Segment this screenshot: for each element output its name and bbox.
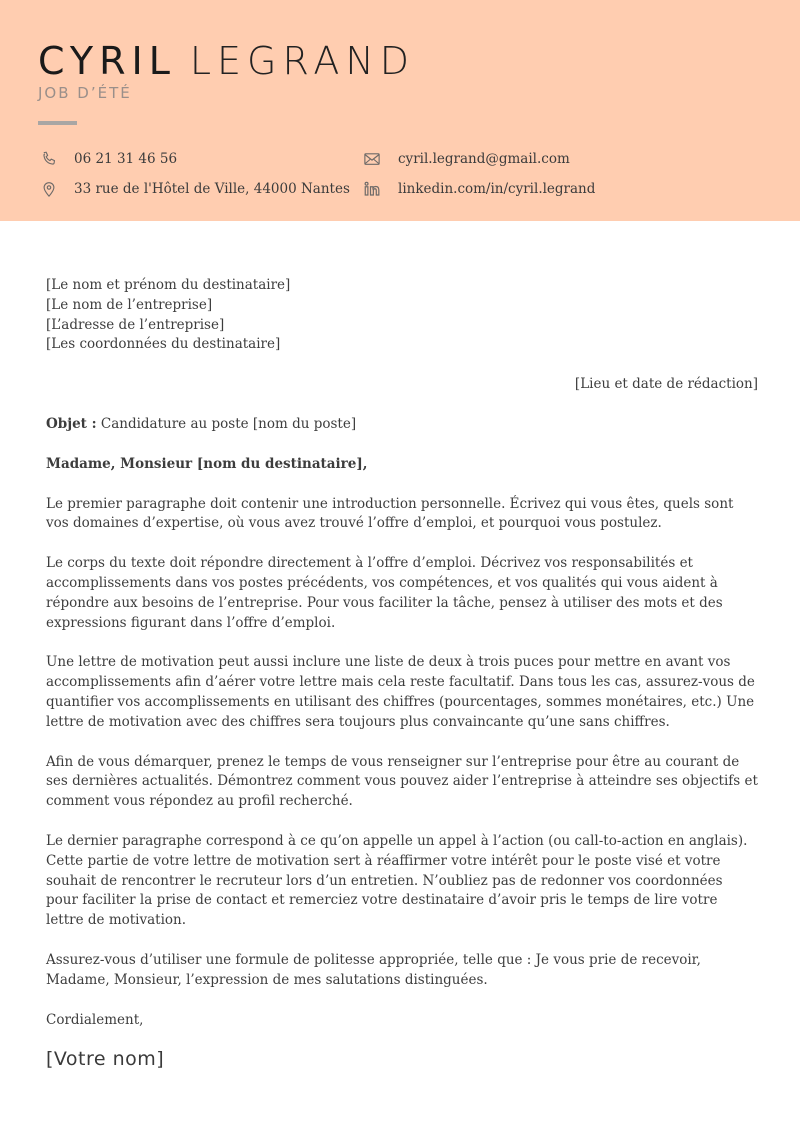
paragraph-4: Afin de vous démarquer, prenez le temps de vous renseigner sur l’entreprise pour être au courant de ses dernières actualités. Démontrez comment vous pouvez aider l’entreprise à atteindre ses objectifs et comment vous répondez au profil recherché.	[46, 753, 758, 810]
candidate-name	[38, 38, 415, 84]
letter-body	[46, 276, 758, 1070]
address-text: 33 rue de l'Hôtel de Ville, 44000 Nantes	[74, 181, 350, 197]
subject-line	[46, 415, 758, 435]
phone-number: 06 21 31 46 56	[74, 151, 178, 167]
phone-icon	[40, 150, 58, 168]
recipient-company-address: [L’adresse de l’entreprise]	[46, 316, 225, 333]
paragraph-5: Le dernier paragraphe correspond à ce qu’on appelle un appel à l’action (ou call-to-action en anglais). Cette partie de votre lettre de motivation sert à réaffirmer votre intérêt pour le poste visé et votre souhait de rencontrer le recruteur lors d’un entretien. N’oubliez pas de redonner vos coordonnées pour faciliter la prise de contact et remerciez votre destinataire d’avoir pris le temps de lire votre lettre de motivation.	[46, 832, 748, 929]
last-name: LEGRAND	[189, 39, 416, 83]
accent-rule	[38, 121, 77, 125]
recipient-name: [Le nom et prénom du destinataire]	[46, 277, 291, 293]
email-text: cyril.legrand@gmail.com	[398, 151, 570, 167]
place-date: [Lieu et date de rédaction]	[574, 376, 758, 393]
linkedin-icon	[362, 180, 382, 198]
paragraph-3: Une lettre de motivation peut aussi inclure une liste de deux à trois puces pour mettre en avant vos accomplissements afin d’aérer votre lettre mais cela reste facultatif. Dans tous les cas, assurez-vous de quantifier vos accomplissements en utilisant des chiffres (pourcentages, sommes monétaires, etc.) Une lettre de motivation avec des chiffres sera toujours plus convaincante qu’une sans chiffres.	[46, 654, 755, 730]
first-name: CYRIL	[38, 39, 176, 83]
linkedin-text: linkedin.com/in/cyril.legrand	[398, 181, 596, 197]
contact-address	[40, 180, 350, 198]
subject-text: Candidature au poste [nom du poste]	[96, 415, 357, 432]
paragraph-1: Le premier paragraphe doit contenir une introduction personnelle. Écrivez qui vous êtes, quels sont vos domaines d’expertise, où vous avez trouvé l’offre d’emploi, et pourquoi vous postulez.	[46, 495, 734, 532]
paragraph-6: Assurez-vous d’utiliser une formule de politesse appropriée, telle que : Je vous prie de recevoir, Madame, Monsieur, l’expression de mes salutations distinguées.	[46, 951, 701, 988]
subject-label: Objet :	[46, 415, 97, 432]
contact-phone	[40, 150, 177, 168]
recipient-contact-details: [Les coordonnées du destinataire]	[46, 336, 281, 353]
contact-linkedin	[362, 180, 595, 198]
paragraph-2: Le corps du texte doit répondre directement à l’offre d’emploi. Décrivez vos responsabilités et accomplissements dans vos postes précédents, vos compétences, et vos qualités qui vous aident à répondre aux besoins de l’entreprise. Pour vous faciliter la tâche, pensez à utiliser des mots et des expressions figurant dans l’offre d’emploi.	[46, 555, 723, 631]
signature: [Votre nom]	[46, 1048, 165, 1071]
recipient-company: [Le nom de l’entreprise]	[46, 296, 213, 313]
header-banner	[0, 0, 800, 221]
location-pin-icon	[40, 180, 58, 198]
closing: Cordialement,	[46, 1011, 144, 1028]
recipient-block	[46, 276, 758, 355]
greeting: Madame, Monsieur [nom du destinataire],	[46, 455, 368, 472]
job-title: JOB D’ÉTÉ	[38, 84, 132, 102]
contact-email	[362, 150, 570, 168]
envelope-icon	[362, 150, 382, 168]
